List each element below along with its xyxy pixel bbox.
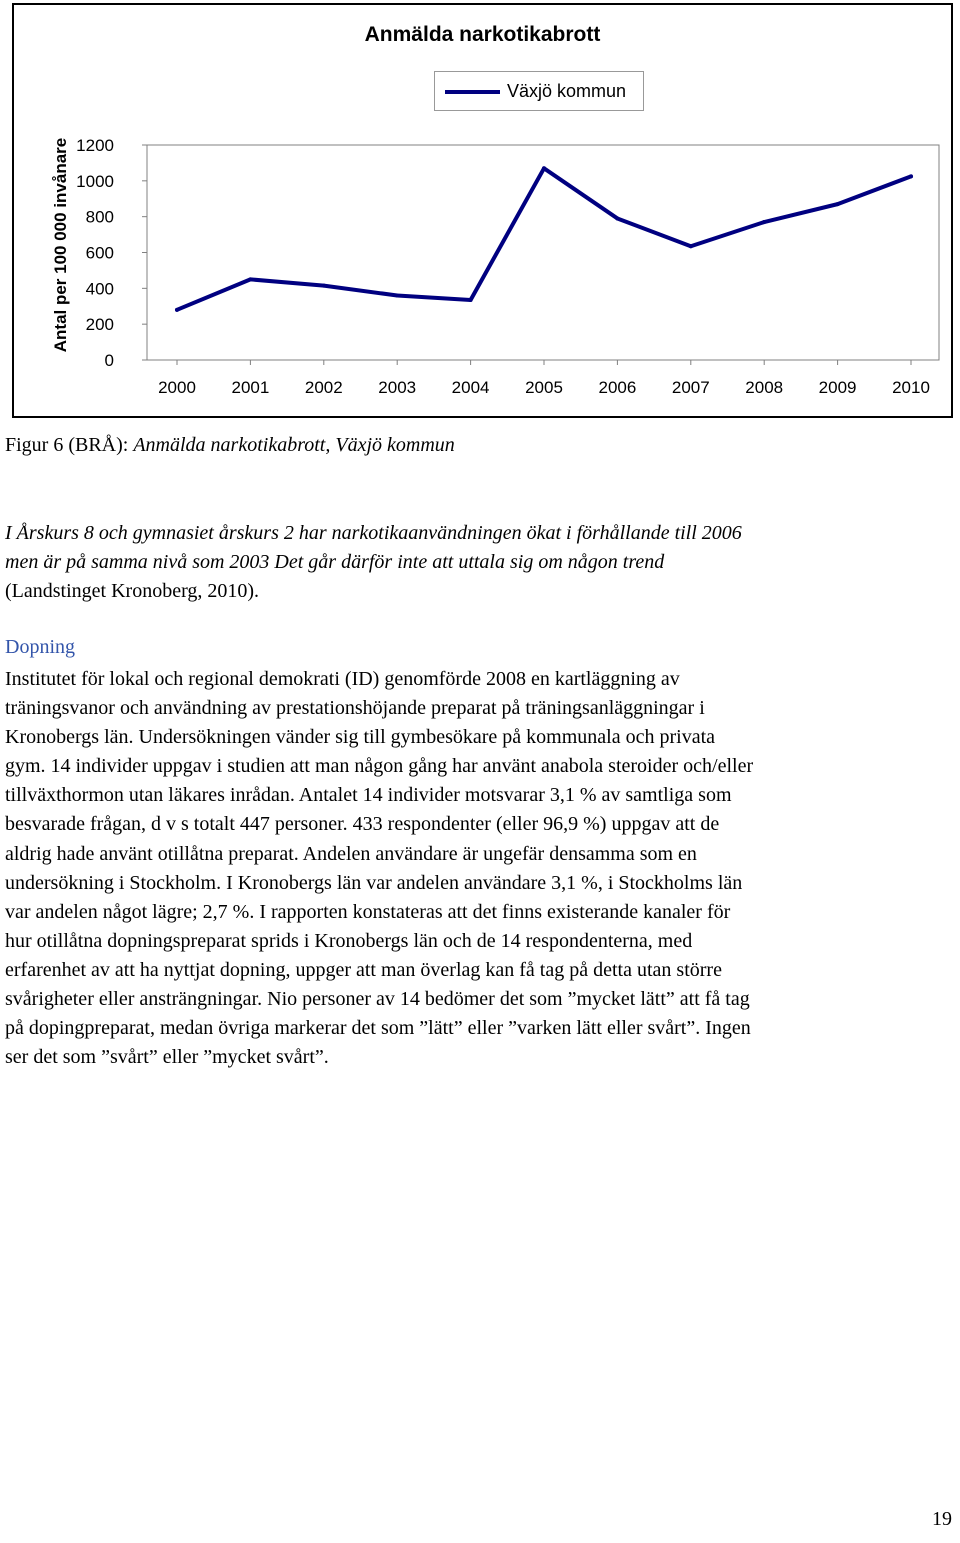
data-point [322,284,326,288]
paragraph-line: (Landstinget Kronoberg, 2010). [5,580,260,602]
chart-plot [14,5,951,416]
data-point [395,294,399,298]
x-tick-label: 2001 [231,378,270,397]
data-point [469,298,473,302]
caption-prefix: Figur 6 (BRÅ): [5,434,134,456]
series-line [177,168,911,310]
data-point [762,220,766,224]
body-line: Kronobergs län. Undersökningen vänder sig till gymbesökare på kommunala och privata [5,726,716,749]
y-tick-label: 800 [85,207,114,227]
section-heading: Dopning [5,636,75,658]
body-line: gym. 14 individer uppgav i studien att man någon gång har använt anabola steroider och/eller [5,755,754,778]
data-point [689,244,693,248]
data-point [836,202,840,206]
plot-area [147,145,939,360]
body-line: erfarenhet av att ha nyttjat dopning, uppger att man överlag kan få tag på detta utan större [5,958,722,981]
x-tick-label: 2005 [525,378,563,397]
body-line: på dopingpreparat, medan övriga markerar det som ”lätt” eller ”varken lätt eller svårt”. Ingen [5,1017,751,1040]
x-tick-label: 2010 [892,378,930,397]
y-tick-label: 400 [85,279,114,299]
body-line: var andelen något lägre; 2,7 %. I rapporten konstateras att det finns existerande kanaler för [5,900,731,923]
body-line: svårigheter eller ansträngningar. Nio personer av 14 bedömer det som ”mycket lätt” att få tag [5,988,750,1011]
figure-caption [5,434,455,457]
body-line: hur otillåtna dopningspreparat sprids i Kronobergs län och de 14 respondenterna, med [5,929,693,952]
paragraph-line: I Årskurs 8 och gymnasiet årskurs 2 har narkotikaanvändningen ökat i förhållande till 2006 [5,522,742,544]
data-point [248,277,252,281]
data-point [175,308,179,312]
body-line: tillväxthormon utan läkares inrådan. Antalet 14 individer motsvarar 3,1 % av samtliga som [5,784,732,807]
y-tick-label: 200 [85,315,114,335]
x-tick-label: 2004 [451,378,490,397]
x-tick-label: 2000 [158,378,196,397]
body-line: träningsvanor och användning av prestationshöjande preparat på träningsanläggningar i [5,697,705,720]
y-tick-label: 0 [104,351,114,370]
x-tick-label: 2006 [598,378,637,397]
body-line: aldrig hade använt otillåtna preparat. Andelen användare är ungefär densamma som en [5,842,697,865]
x-tick-label: 2008 [745,378,784,397]
page-number: 19 [932,1508,952,1530]
trend-paragraph [5,519,950,606]
body-line: besvarade frågan, d v s totalt 447 personer. 433 respondenter (eller 96,9 %) uppgav att de [5,813,720,836]
y-tick-label: 1200 [76,136,114,155]
body-line: Institutet för lokal och regional demokrati (ID) genomförde 2008 en kartläggning av [5,668,680,690]
x-tick-label: 2007 [671,378,710,397]
y-tick-label: 600 [85,243,114,263]
paragraph-line: men är på samma nivå som 2003 Det går därför inte att uttala sig om någon trend [5,551,665,573]
caption-title: Anmälda narkotikabrott, Växjö kommun [133,434,455,456]
body-line: undersökning i Stockholm. I Kronobergs län var andelen användare 3,1 %, i Stockholms län [5,871,743,894]
body-line: ser det som ”svårt” eller ”mycket svårt”. [5,1046,329,1069]
legend-label: Växjö kommun [507,81,627,101]
chart-frame [12,3,953,418]
y-axis-label: Antal per 100 000 invånare [51,137,70,353]
x-tick-label: 2002 [304,378,343,397]
x-tick-label: 2009 [818,378,857,397]
data-point [542,166,546,170]
chart-title: Anmälda narkotikabrott [364,23,601,46]
body-paragraph [5,665,957,1072]
data-point [615,216,619,220]
y-tick-label: 1000 [76,171,114,191]
data-point [909,174,913,178]
x-tick-label: 2003 [378,378,417,397]
